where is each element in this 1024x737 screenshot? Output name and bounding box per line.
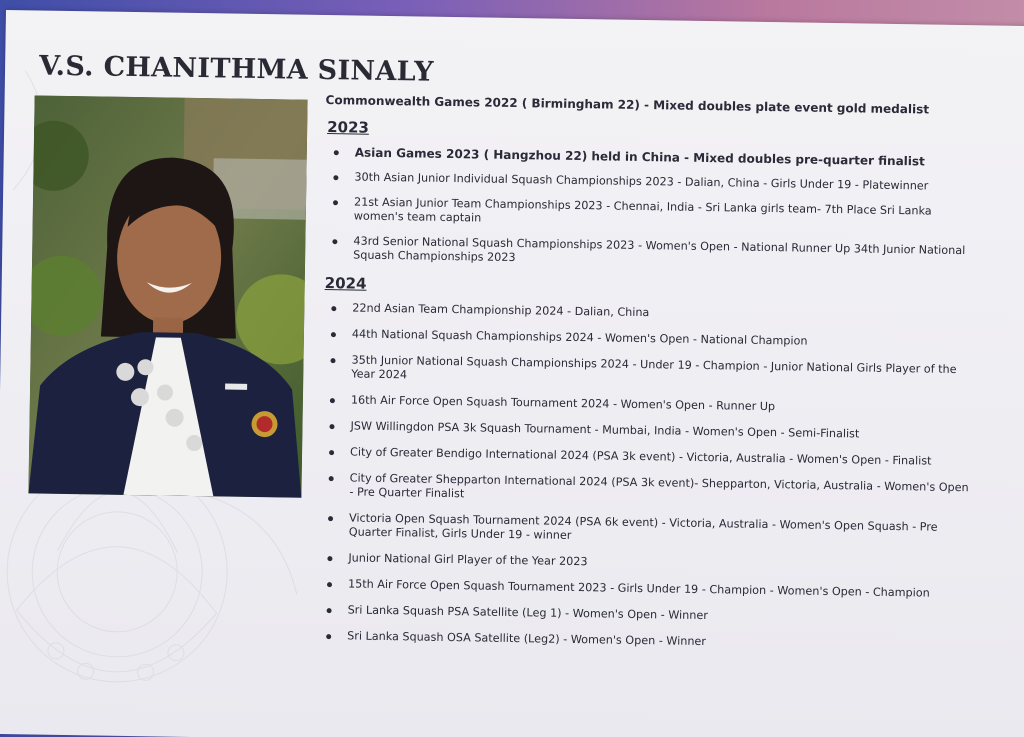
athlete-photo xyxy=(28,95,307,497)
athlete-photo-illustration xyxy=(28,95,307,497)
list-item: City of Greater Shepparton International 2024 (PSA 3k event)- Shepparton, Victoria, Australia - Women's Open - Pre Quarter Finalist xyxy=(319,471,969,509)
year-heading-2023: 2023 xyxy=(327,118,370,137)
year-heading-2024: 2024 xyxy=(324,274,367,293)
list-item: Junior National Girl Player of the Year 2023 xyxy=(318,551,968,575)
achievements-panel xyxy=(317,93,976,665)
list-item: 35th Junior National Squash Championships 2024 - Under 19 - Champion - Junior National Girls Player of the Year 2024 xyxy=(321,353,971,391)
achievement-list-2024 xyxy=(317,301,972,653)
list-item: Sri Lanka Squash PSA Satellite (Leg 1) - Women's Open - Winner xyxy=(318,603,968,627)
list-item: Asian Games 2023 ( Hangzhou 22) held in China - Mixed doubles pre-quarter finalist xyxy=(325,145,975,169)
list-item: Sri Lanka Squash OSA Satellite (Leg2) - Women's Open - Winner xyxy=(317,629,967,653)
list-item: 43rd Senior National Squash Championships 2023 - Women's Open - National Runner Up 34th Junior National Squash Championships 2023 xyxy=(323,234,973,272)
list-item: Victoria Open Squash Tournament 2024 (PSA 6k event) - Victoria, Australia - Women's Open Squash - Pre Quarter Finalist, Girls Under 19 - winner xyxy=(319,511,969,549)
list-item: 22nd Asian Team Championship 2024 - Dalian, China xyxy=(322,301,972,325)
list-item: 15th Air Force Open Squash Tournament 2023 - Girls Under 19 - Champion - Women's Open - Champion xyxy=(318,577,968,601)
list-item: JSW Willingdon PSA 3k Squash Tournament - Mumbai, India - Women's Open - Semi-Finalist xyxy=(320,419,970,443)
list-item: 21st Asian Junior Team Championships 2023 - Chennai, India - Sri Lanka girls team- 7th Place Sri Lanka women's team captain xyxy=(324,195,974,233)
intro-achievement: Commonwealth Games 2022 ( Birmingham 22) - Mixed doubles plate event gold medalist xyxy=(325,93,930,117)
athlete-name: V.S. CHANITHMA SINALY xyxy=(38,50,434,88)
list-item: 30th Asian Junior Individual Squash Championships 2023 - Dalian, China - Girls Under 19 - Platewinner xyxy=(324,170,974,194)
list-item: 44th National Squash Championships 2024 - Women's Open - National Champion xyxy=(322,327,972,351)
brochure-page xyxy=(0,10,1024,737)
list-item: City of Greater Bendigo International 2024 (PSA 3k event) - Victoria, Australia - Women's Open - Finalist xyxy=(320,445,970,469)
list-item: 16th Air Force Open Squash Tournament 2024 - Women's Open - Runner Up xyxy=(321,393,971,417)
achievement-list-2023 xyxy=(323,145,975,272)
